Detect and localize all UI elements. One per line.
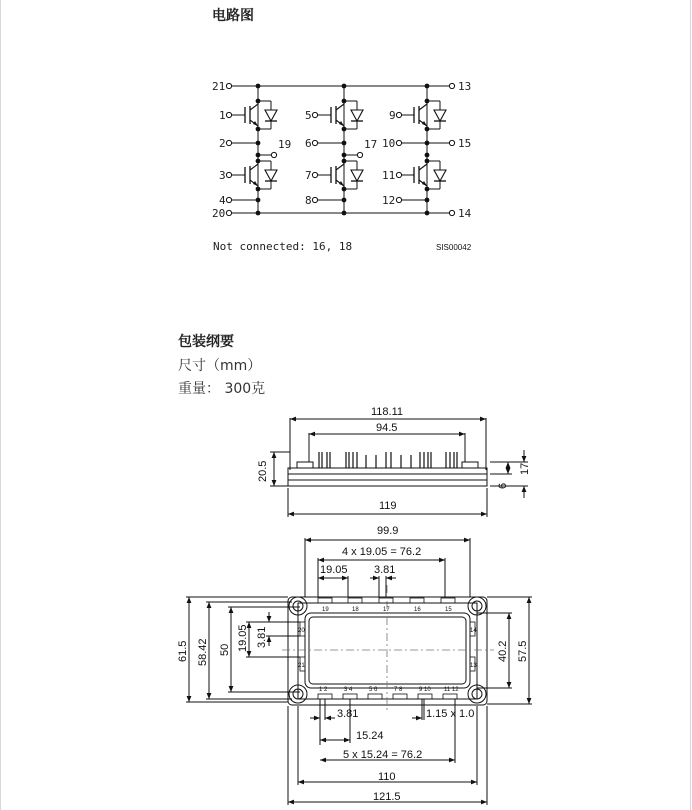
dim-99: 99.9 bbox=[377, 525, 399, 537]
dim-57-5: 57.5 bbox=[517, 640, 529, 662]
dim-3-81-v: 3.81 bbox=[256, 626, 268, 648]
pin-label: 15 bbox=[458, 137, 472, 150]
pin-tag: 19 bbox=[322, 607, 329, 613]
dim-pin-size: 1.15 x 1.0 bbox=[426, 708, 475, 720]
dim-121-5: 121.5 bbox=[373, 791, 401, 803]
drawing-code: SIS00042 bbox=[436, 243, 472, 252]
pin-tag: 3 4 bbox=[344, 687, 353, 693]
dim-50: 50 bbox=[219, 643, 231, 656]
dim-side-94: 94.5 bbox=[376, 422, 398, 434]
pin-label: 5 bbox=[305, 109, 312, 122]
pin-tag: 1 2 bbox=[319, 687, 328, 693]
pin-label: 8 bbox=[305, 194, 312, 207]
dim-58-42: 58.42 bbox=[197, 638, 209, 666]
pin-label: 10 bbox=[382, 137, 396, 150]
pin-label: 13 bbox=[458, 80, 472, 93]
dim-side-height: 20.5 bbox=[257, 460, 269, 482]
pin-label: 12 bbox=[382, 194, 396, 207]
pin-label: 3 bbox=[219, 169, 226, 182]
pin-label: 2 bbox=[219, 137, 226, 150]
pin-tag: 18 bbox=[352, 607, 359, 613]
pin-label: 7 bbox=[305, 169, 312, 182]
dim-side-118: 118.11 bbox=[371, 406, 404, 418]
pin-tag: 13 bbox=[470, 663, 477, 669]
dim-15-24: 15.24 bbox=[356, 730, 384, 742]
dim-19-05-v: 19.05 bbox=[237, 624, 249, 652]
pin-tag: 21 bbox=[298, 663, 305, 669]
not-connected-note: Not connected: 16, 18 bbox=[213, 240, 353, 253]
pin-tag: 16 bbox=[414, 607, 421, 613]
pin-tag: 11 12 bbox=[444, 687, 459, 693]
pin-label: 6 bbox=[305, 137, 312, 150]
pin-label: 21 bbox=[212, 80, 226, 93]
pin-label: 17 bbox=[364, 138, 378, 151]
dim-19-05: 19.05 bbox=[320, 564, 348, 576]
unit-line: 尺寸（mm） bbox=[178, 358, 262, 374]
pin-label: 1 bbox=[219, 109, 226, 122]
pin-label: 9 bbox=[389, 109, 396, 122]
dim-40-2: 40.2 bbox=[497, 640, 509, 662]
dim-3-81: 3.81 bbox=[374, 564, 396, 576]
dim-b-3-81: 3.81 bbox=[337, 708, 359, 720]
weight-line: 重量： 300克 bbox=[178, 381, 266, 397]
dim-side-17: 17 bbox=[519, 462, 531, 475]
dim-side-6: 6 bbox=[497, 482, 509, 489]
package-heading: 包装纲要 bbox=[178, 334, 234, 350]
pin-label: 19 bbox=[278, 138, 292, 151]
dim-5x15: 5 x 15.24 = 76.2 bbox=[343, 749, 423, 761]
dim-61-5: 61.5 bbox=[177, 640, 189, 662]
dim-side-119: 119 bbox=[379, 500, 397, 512]
circuit-heading: 电路图 bbox=[212, 8, 254, 24]
pin-tag: 9 10 bbox=[419, 687, 431, 693]
dim-4x19: 4 x 19.05 = 76.2 bbox=[342, 546, 422, 558]
pin-label: 11 bbox=[382, 169, 396, 182]
pin-tag: 15 bbox=[445, 607, 452, 613]
pin-label: 20 bbox=[212, 207, 226, 220]
pin-tag: 20 bbox=[298, 628, 305, 634]
pin-label: 14 bbox=[458, 207, 472, 220]
dim-110: 110 bbox=[378, 771, 396, 783]
pin-label: 4 bbox=[219, 194, 226, 207]
pin-tag: 5 6 bbox=[369, 687, 378, 693]
pin-tag: 14 bbox=[470, 628, 477, 634]
pin-tag: 17 bbox=[383, 607, 390, 613]
pin-tag: 7 8 bbox=[394, 687, 403, 693]
